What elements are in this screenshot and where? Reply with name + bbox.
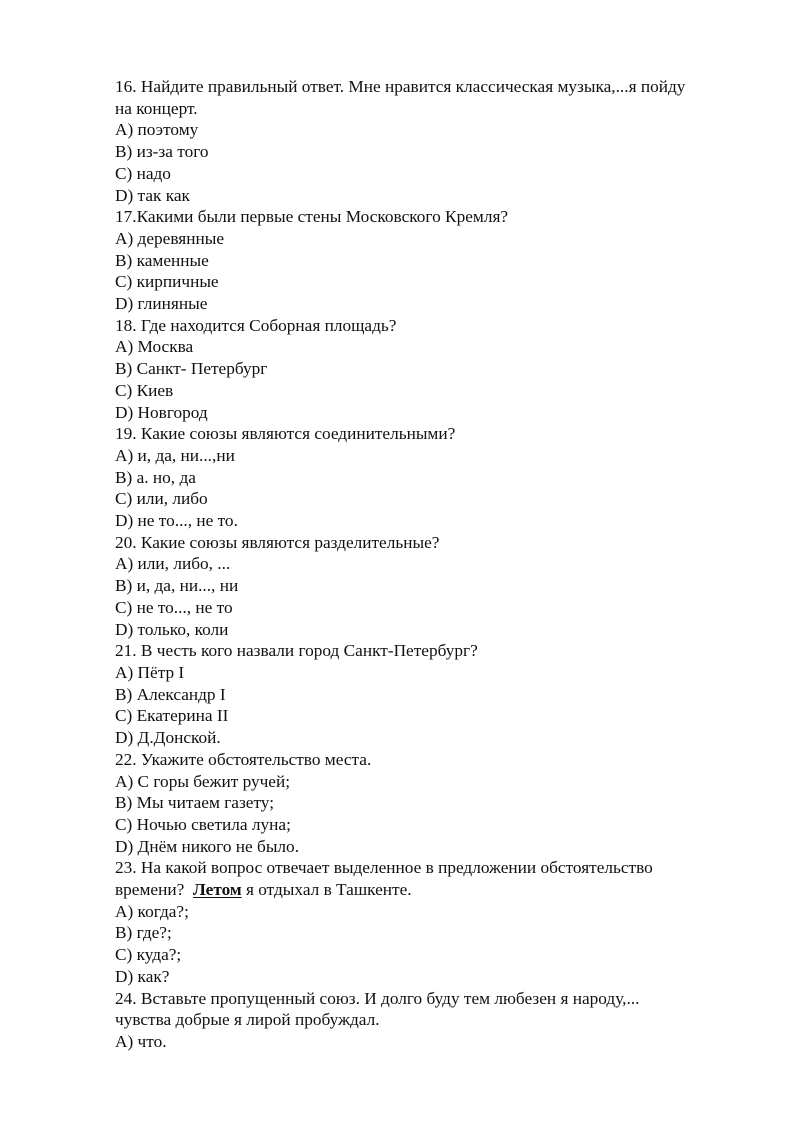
answer-option: C) Екатерина II: [115, 706, 229, 726]
answer-option: C) не то..., не то: [115, 597, 233, 617]
question-text: 24. Вставьте пропущенный союз. И долго буду тем любезен я народу,...: [115, 988, 640, 1008]
question-text-with-emphasis: [115, 879, 755, 901]
question-text-after: я отдыхал в Ташкенте.: [241, 880, 412, 900]
answer-option: B) Александр I: [115, 684, 226, 704]
answer-option: B) где?;: [115, 923, 172, 943]
question-16: [115, 76, 755, 206]
question-22: [115, 749, 755, 858]
answer-option: A) С горы бежит ручей;: [115, 771, 291, 791]
question-text: на концерт.: [115, 98, 198, 118]
answer-option: A) или, либо, ...: [115, 554, 231, 574]
answer-option: C) Ночью светила луна;: [115, 814, 291, 834]
question-text: чувства добрые я лирой пробуждал.: [115, 1010, 380, 1030]
question-18: [115, 315, 755, 424]
question-text: 16. Найдите правильный ответ. Мне нравится классическая музыка,...я пойду: [115, 77, 686, 96]
answer-option: C) надо: [115, 163, 171, 183]
question-19: [115, 423, 755, 532]
answer-option: B) каменные: [115, 250, 209, 270]
question-text: 18. Где находится Соборная площадь?: [115, 315, 397, 335]
answer-option: A) и, да, ни...,ни: [115, 445, 235, 465]
question-text: 23. На какой вопрос отвечает выделенное в предложении обстоятельство: [115, 858, 653, 878]
emphasized-word: Летом: [192, 880, 242, 900]
question-text-before: времени?: [115, 880, 193, 900]
answer-option: A) поэтому: [115, 120, 199, 140]
answer-option: B) и, да, ни..., ни: [115, 576, 239, 596]
answer-option: C) куда?;: [115, 945, 182, 965]
answer-option: C) Киев: [115, 380, 174, 400]
question-21: [115, 640, 755, 749]
answer-option: A) Москва: [115, 337, 194, 357]
answer-option: A) Пётр I: [115, 662, 185, 682]
answer-option: C) или, либо: [115, 489, 208, 509]
question-text: 21. В честь кого назвали город Санкт-Петербург?: [115, 641, 478, 661]
answer-option: A) когда?;: [115, 901, 189, 921]
answer-option: D) Д.Донской.: [115, 728, 221, 748]
document-page: [115, 76, 755, 1053]
answer-option: D) только, коли: [115, 619, 229, 639]
answer-option: B) Санкт- Петербург: [115, 359, 268, 379]
answer-option: B) Мы читаем газету;: [115, 793, 274, 813]
question-text: 20. Какие союзы являются разделительные?: [115, 532, 440, 552]
answer-option: D) глиняные: [115, 294, 208, 314]
answer-option: B) из-за того: [115, 142, 209, 162]
question-text: 17.Какими были первые стены Московского Кремля?: [115, 207, 509, 227]
question-20: [115, 532, 755, 641]
answer-option: D) Новгород: [115, 402, 208, 422]
answer-option: D) Днём никого не было.: [115, 836, 300, 856]
answer-option: D) как?: [115, 966, 170, 986]
answer-option: A) что.: [115, 1031, 167, 1051]
question-17: [115, 206, 755, 315]
answer-option: D) так как: [115, 185, 190, 205]
answer-option: A) деревянные: [115, 228, 224, 248]
answer-option: D) не то..., не то.: [115, 511, 238, 531]
question-text: 19. Какие союзы являются соединительными?: [115, 424, 456, 444]
question-23: [115, 857, 755, 987]
question-text: 22. Укажите обстоятельство места.: [115, 749, 372, 769]
answer-option: C) кирпичные: [115, 272, 219, 292]
question-24: [115, 988, 755, 1053]
answer-option: B) а. но, да: [115, 467, 196, 487]
